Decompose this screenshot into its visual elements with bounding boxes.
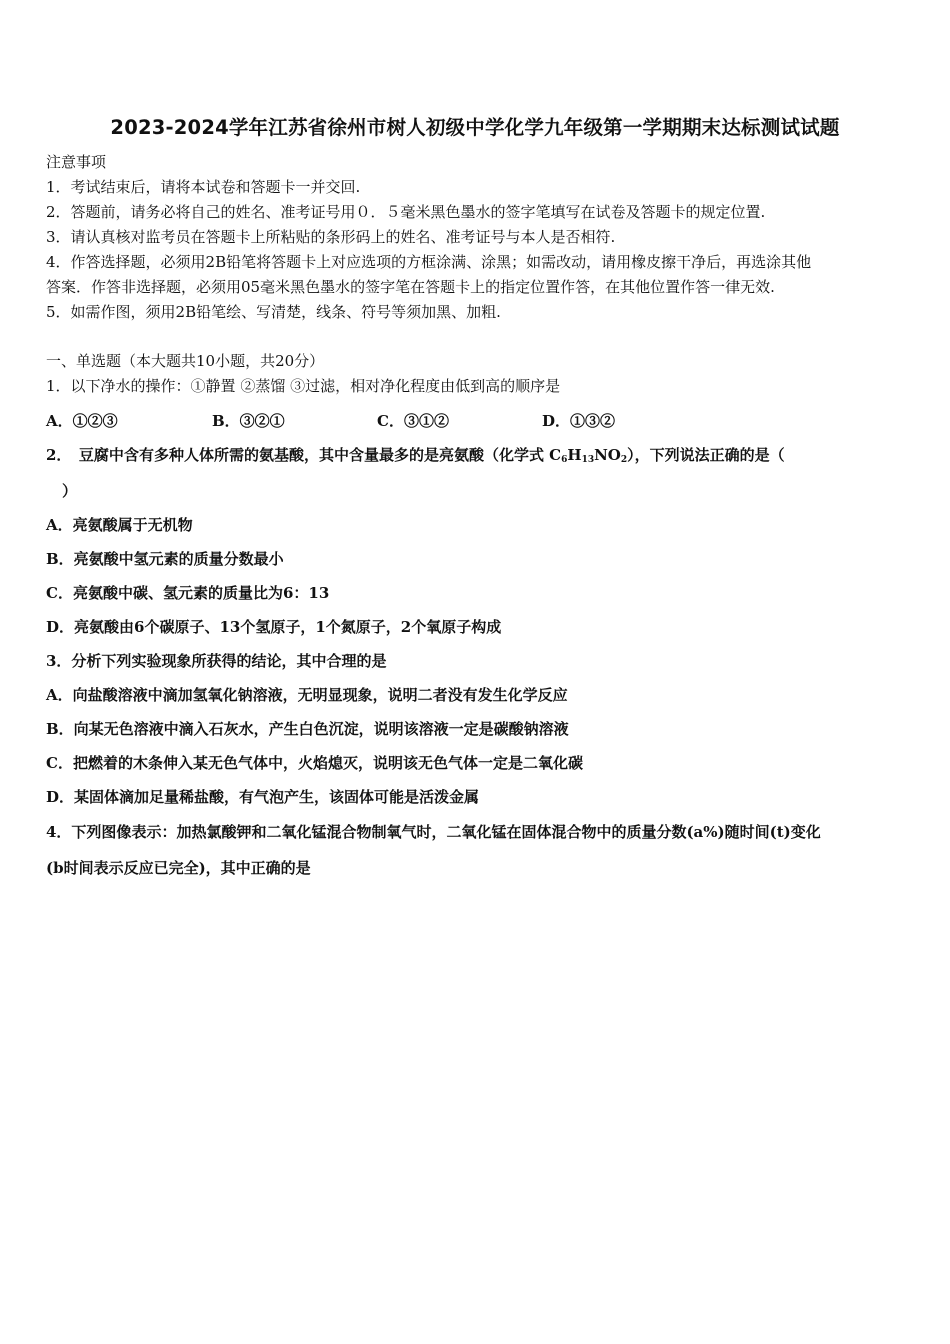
q2-option-b: B．亮氨酸中氢元素的质量分数最小 — [46, 550, 284, 568]
notice-heading: 注意事项 — [46, 153, 107, 171]
q1-option-a: A．①②③ — [46, 412, 118, 430]
question-2-stem — [46, 445, 785, 470]
q3-option-c: C．把燃着的木条伸入某无色气体中，火焰熄灭，说明该无色气体一定是二氧化碳 — [46, 754, 583, 772]
q2-option-a: A．亮氨酸属于无机物 — [46, 516, 193, 534]
question-1-stem: 1．以下净水的操作：①静置 ②蒸馏 ③过滤，相对净化程度由低到高的顺序是 — [46, 377, 561, 395]
notice-item: 4．作答选择题，必须用2B铅笔将答题卡上对应选项的方框涂满、涂黑；如需改动，请用橡皮擦干净后，再选涂其他 — [46, 253, 812, 271]
q2-option-c: C．亮氨酸中碳、氢元素的质量比为6：13 — [46, 584, 330, 602]
q2-subscript: 6 — [561, 455, 568, 465]
notice-item: 2．答题前，请务必将自己的姓名、准考证号用０．５毫米黑色墨水的签字笔填写在试卷及答题卡的规定位置. — [46, 203, 766, 221]
q2-subscript: 13 — [581, 455, 595, 465]
q2-subscript: 2 — [620, 455, 628, 465]
notice-item: 答案．作答非选择题，必须用05毫米黑色墨水的签字笔在答题卡上的指定位置作答，在其他位置作答一律无效. — [46, 278, 775, 296]
section-heading: 一、单选题（本大题共10小题，共20分） — [46, 352, 325, 370]
q2-formula-h: H — [567, 446, 582, 464]
q2-option-d: D．亮氨酸由6个碳原子、13个氢原子，1个氮原子，2个氧原子构成 — [46, 618, 502, 636]
question-3-stem: 3．分析下列实验现象所获得的结论，其中合理的是 — [46, 652, 387, 670]
q1-option-d: D．①③② — [542, 412, 616, 430]
q2-stem-end: ），下列说法正确的是（ — [627, 446, 785, 464]
q2-stem-text: 2． 豆腐中含有多种人体所需的氨基酸，其中含量最多的是亮氨酸（化学式 C — [46, 446, 562, 464]
page-title: 2023-2024学年江苏省徐州市树人初级中学化学九年级第一学期期末达标测试试题 — [110, 116, 840, 139]
question-4-stem-cont: (b时间表示反应已完全)，其中正确的是 — [46, 859, 311, 877]
q1-option-c: C．③①② — [377, 412, 449, 430]
question-2-stem-cont: ） — [62, 482, 78, 500]
q3-option-b: B．向某无色溶液中滴入石灰水，产生白色沉淀，说明该溶液一定是碳酸钠溶液 — [46, 720, 569, 738]
question-4-stem: 4．下列图像表示：加热氯酸钾和二氧化锰混合物制氧气时，二氧化锰在固体混合物中的质量分数(a%)随时间(t)变化 — [46, 823, 821, 841]
notice-item: 1．考试结束后，请将本试卷和答题卡一并交回. — [46, 178, 361, 196]
q1-option-b: B．③②① — [212, 412, 285, 430]
notice-item: 3．请认真核对监考员在答题卡上所粘贴的条形码上的姓名、准考证号与本人是否相符. — [46, 228, 616, 246]
notice-item: 5．如需作图，须用2B铅笔绘、写清楚，线条、符号等须加黑、加粗. — [46, 303, 501, 321]
q3-option-a: A．向盐酸溶液中滴加氢氧化钠溶液，无明显现象，说明二者没有发生化学反应 — [46, 686, 568, 704]
q2-formula-no: NO — [594, 446, 621, 464]
q3-option-d: D．某固体滴加足量稀盐酸，有气泡产生，该固体可能是活泼金属 — [46, 788, 480, 806]
